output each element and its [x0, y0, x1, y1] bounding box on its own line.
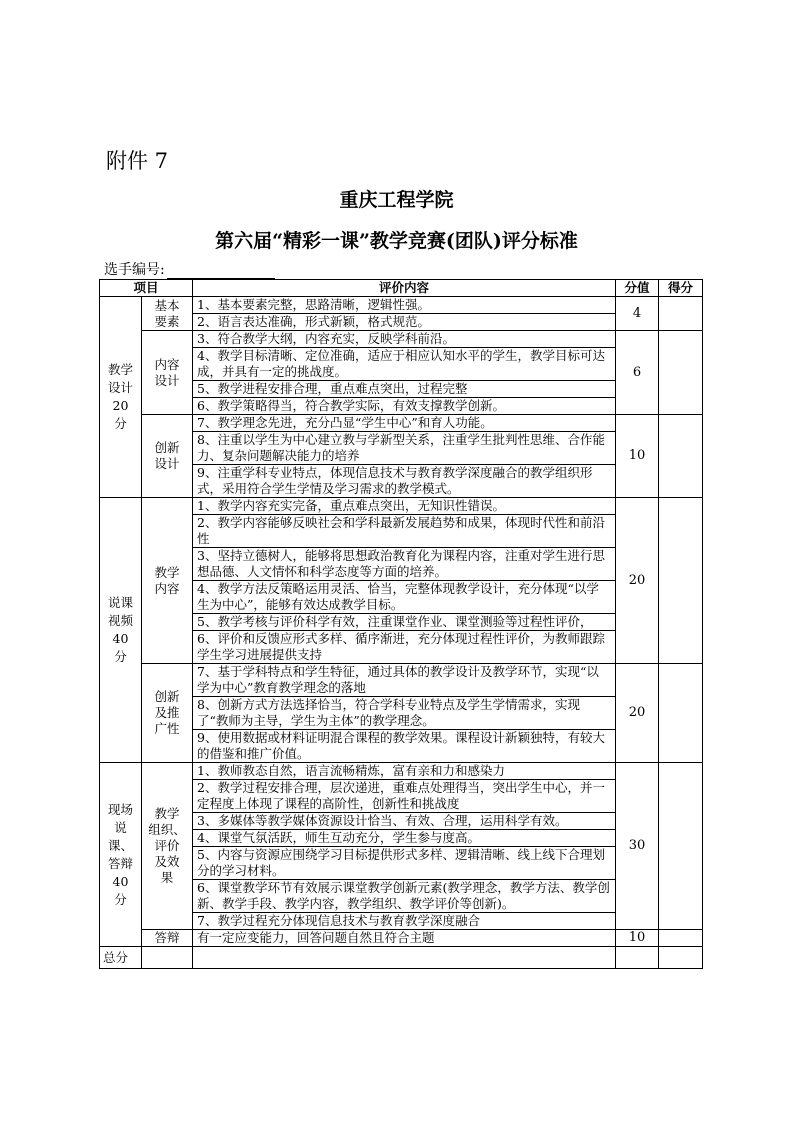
page-subtitle: 第六届“精彩一课”教学竞赛(团队)评分标准: [215, 230, 578, 252]
total-label: 总分: [100, 947, 142, 969]
criterion: 7、教学过程充分体现信息技术与教育教学深度融合: [193, 913, 616, 930]
criterion: 4、教学方法反策略运用灵活、恰当，完整体现教学设计，充分体现“以学生为中心”，能够有效达成教学目标。: [193, 581, 616, 614]
score-value: 10: [616, 930, 659, 947]
score-value: 4: [616, 297, 659, 331]
criterion: 7、基于学科特点和学生特征，通过具体的教学设计及教学环节，实现“以学为中心”教育教学理念的落地: [193, 664, 616, 697]
header-score: 分值: [616, 280, 659, 297]
score-value: 20: [616, 664, 659, 763]
criterion: 3、符合教学大纲，内容充实，反映学科前沿。: [193, 331, 616, 348]
criterion: 1、基本要素完整，思路清晰，逻辑性强。: [193, 297, 616, 314]
header-points: 得分: [659, 280, 703, 297]
criterion: 5、内容与资源应围绕学习目标提供形式多样、逻辑清晰、线上线下合理划分的学习材料。: [193, 847, 616, 880]
subcategory-basic: 基本 要素: [142, 297, 193, 331]
table-row: [100, 763, 703, 780]
criterion: 5、教学进程安排合理，重点难点突出，过程完整: [193, 381, 616, 398]
scoring-table: [99, 279, 703, 969]
points-cell[interactable]: [659, 415, 703, 498]
criterion: 2、教学内容能够反映社会和学科最新发展趋势和成果，体现时代性和前沿性: [193, 515, 616, 548]
subcategory-defense: 答辩: [142, 930, 193, 947]
table-row: [100, 297, 703, 314]
total-cell: [193, 947, 616, 969]
score-value: 20: [616, 498, 659, 664]
criterion: 6、教学策略得当，符合教学实际，有效支撑教学创新。: [193, 398, 616, 415]
points-cell[interactable]: [659, 664, 703, 763]
criterion: 6、课堂教学环节有效展示课堂教学创新元素(教学理念，教学方法、教学创新、教学手段、教学内容，教学组织、教学评价等创新)。: [193, 880, 616, 913]
total-row: [100, 947, 703, 969]
table-row: [100, 498, 703, 515]
criterion: 8、注重以学生为中心建立教与学新型关系，注重学生批判性思维、合作能力、复杂问题解决能力的培养: [193, 432, 616, 465]
criterion: 1、教学内容充实完备，重点难点突出，无知识性错误。: [193, 498, 616, 515]
criterion: 2、教学过程安排合理，层次递进，重难点处理得当，突出学生中心，并一定程度上体现了课程的高阶性，创新性和挑战度: [193, 780, 616, 813]
points-cell[interactable]: [659, 763, 703, 930]
attachment-number: 附件 7: [106, 149, 169, 173]
header-content: 评价内容: [193, 280, 616, 297]
criterion: 7、教学理念先进，充分凸显“学生中心”和育人功能。: [193, 415, 616, 432]
points-cell[interactable]: [659, 930, 703, 947]
criterion: 3、坚持立德树人，能够将思想政治教育化为课程内容，注重对学生进行思想品德、人文情怀和科学态度等方面的培养。: [193, 548, 616, 581]
total-cell: [616, 947, 659, 969]
subcategory-organization-evaluation: 教学 组织、 评价 及效 果: [142, 763, 193, 930]
points-cell[interactable]: [659, 498, 703, 664]
category-teaching-design: 教学 设计 20 分: [100, 297, 142, 498]
contestant-number-blank[interactable]: [167, 264, 275, 279]
subcategory-teaching-content: 教学 内容: [142, 498, 193, 664]
table-header-row: [100, 280, 703, 297]
criterion: 8、创新方式方法选择恰当，符合学科专业特点及学生学情需求，实现了“教师为主导，学生为主体”的教学理念。: [193, 697, 616, 730]
category-lecture-video: 说课 视频 40 分: [100, 498, 142, 763]
criterion: 有一定应变能力，回答问题自然且符合主题: [193, 930, 616, 947]
score-value: 10: [616, 415, 659, 498]
criterion: 6、评价和反馈应形式多样、循序渐进，充分体现过程性评价，为教师跟踪学生学习进展提供支持: [193, 631, 616, 664]
table-row: [100, 930, 703, 947]
contestant-number: [104, 259, 275, 279]
header-project: 项目: [100, 280, 193, 297]
table-row: [100, 415, 703, 432]
category-live-lecture: 现场 说 课、 答辩 40 分: [100, 763, 142, 947]
criterion: 1、教师教态自然，语言流畅精炼，富有亲和力和感染力: [193, 763, 616, 780]
criterion: 4、教学目标清晰、定位准确，适应于相应认知水平的学生，教学目标可达成，并具有一定的挑战度。: [193, 348, 616, 381]
subcategory-innovation-design: 创新 设计: [142, 415, 193, 498]
points-cell[interactable]: [659, 331, 703, 415]
criterion: 3、多媒体等教学媒体资源设计恰当、有效、合理，运用科学有效。: [193, 813, 616, 830]
criterion: 4、课堂气氛活跃，师生互动充分，学生参与度高。: [193, 830, 616, 847]
score-value: 6: [616, 331, 659, 415]
table-row: [100, 664, 703, 697]
total-points-cell[interactable]: [659, 947, 703, 969]
criterion: 9、使用数据或材料证明混合课程的教学效果。课程设计新颖独特，有较大的借鉴和推广价值。: [193, 730, 616, 763]
criterion: 5、教学考核与评价科学有效，注重课堂作业、课堂测验等过程性评价，: [193, 614, 616, 631]
criterion: 2、语言表达准确，形式新颖，格式规范。: [193, 314, 616, 331]
contestant-number-label: 选手编号:: [104, 262, 165, 278]
subcategory-content-design: 内容 设计: [142, 331, 193, 415]
subcategory-innovation-promotion: 创新 及推 广性: [142, 664, 193, 763]
criterion: 9、注重学科专业特点，体现信息技术与教育教学深度融合的教学组织形式，采用符合学生学情及学习需求的教学模式。: [193, 465, 616, 498]
score-value: 30: [616, 763, 659, 930]
points-cell[interactable]: [659, 297, 703, 331]
page-title: 重庆工程学院: [339, 189, 454, 211]
table-row: [100, 331, 703, 348]
total-cell: [142, 947, 193, 969]
